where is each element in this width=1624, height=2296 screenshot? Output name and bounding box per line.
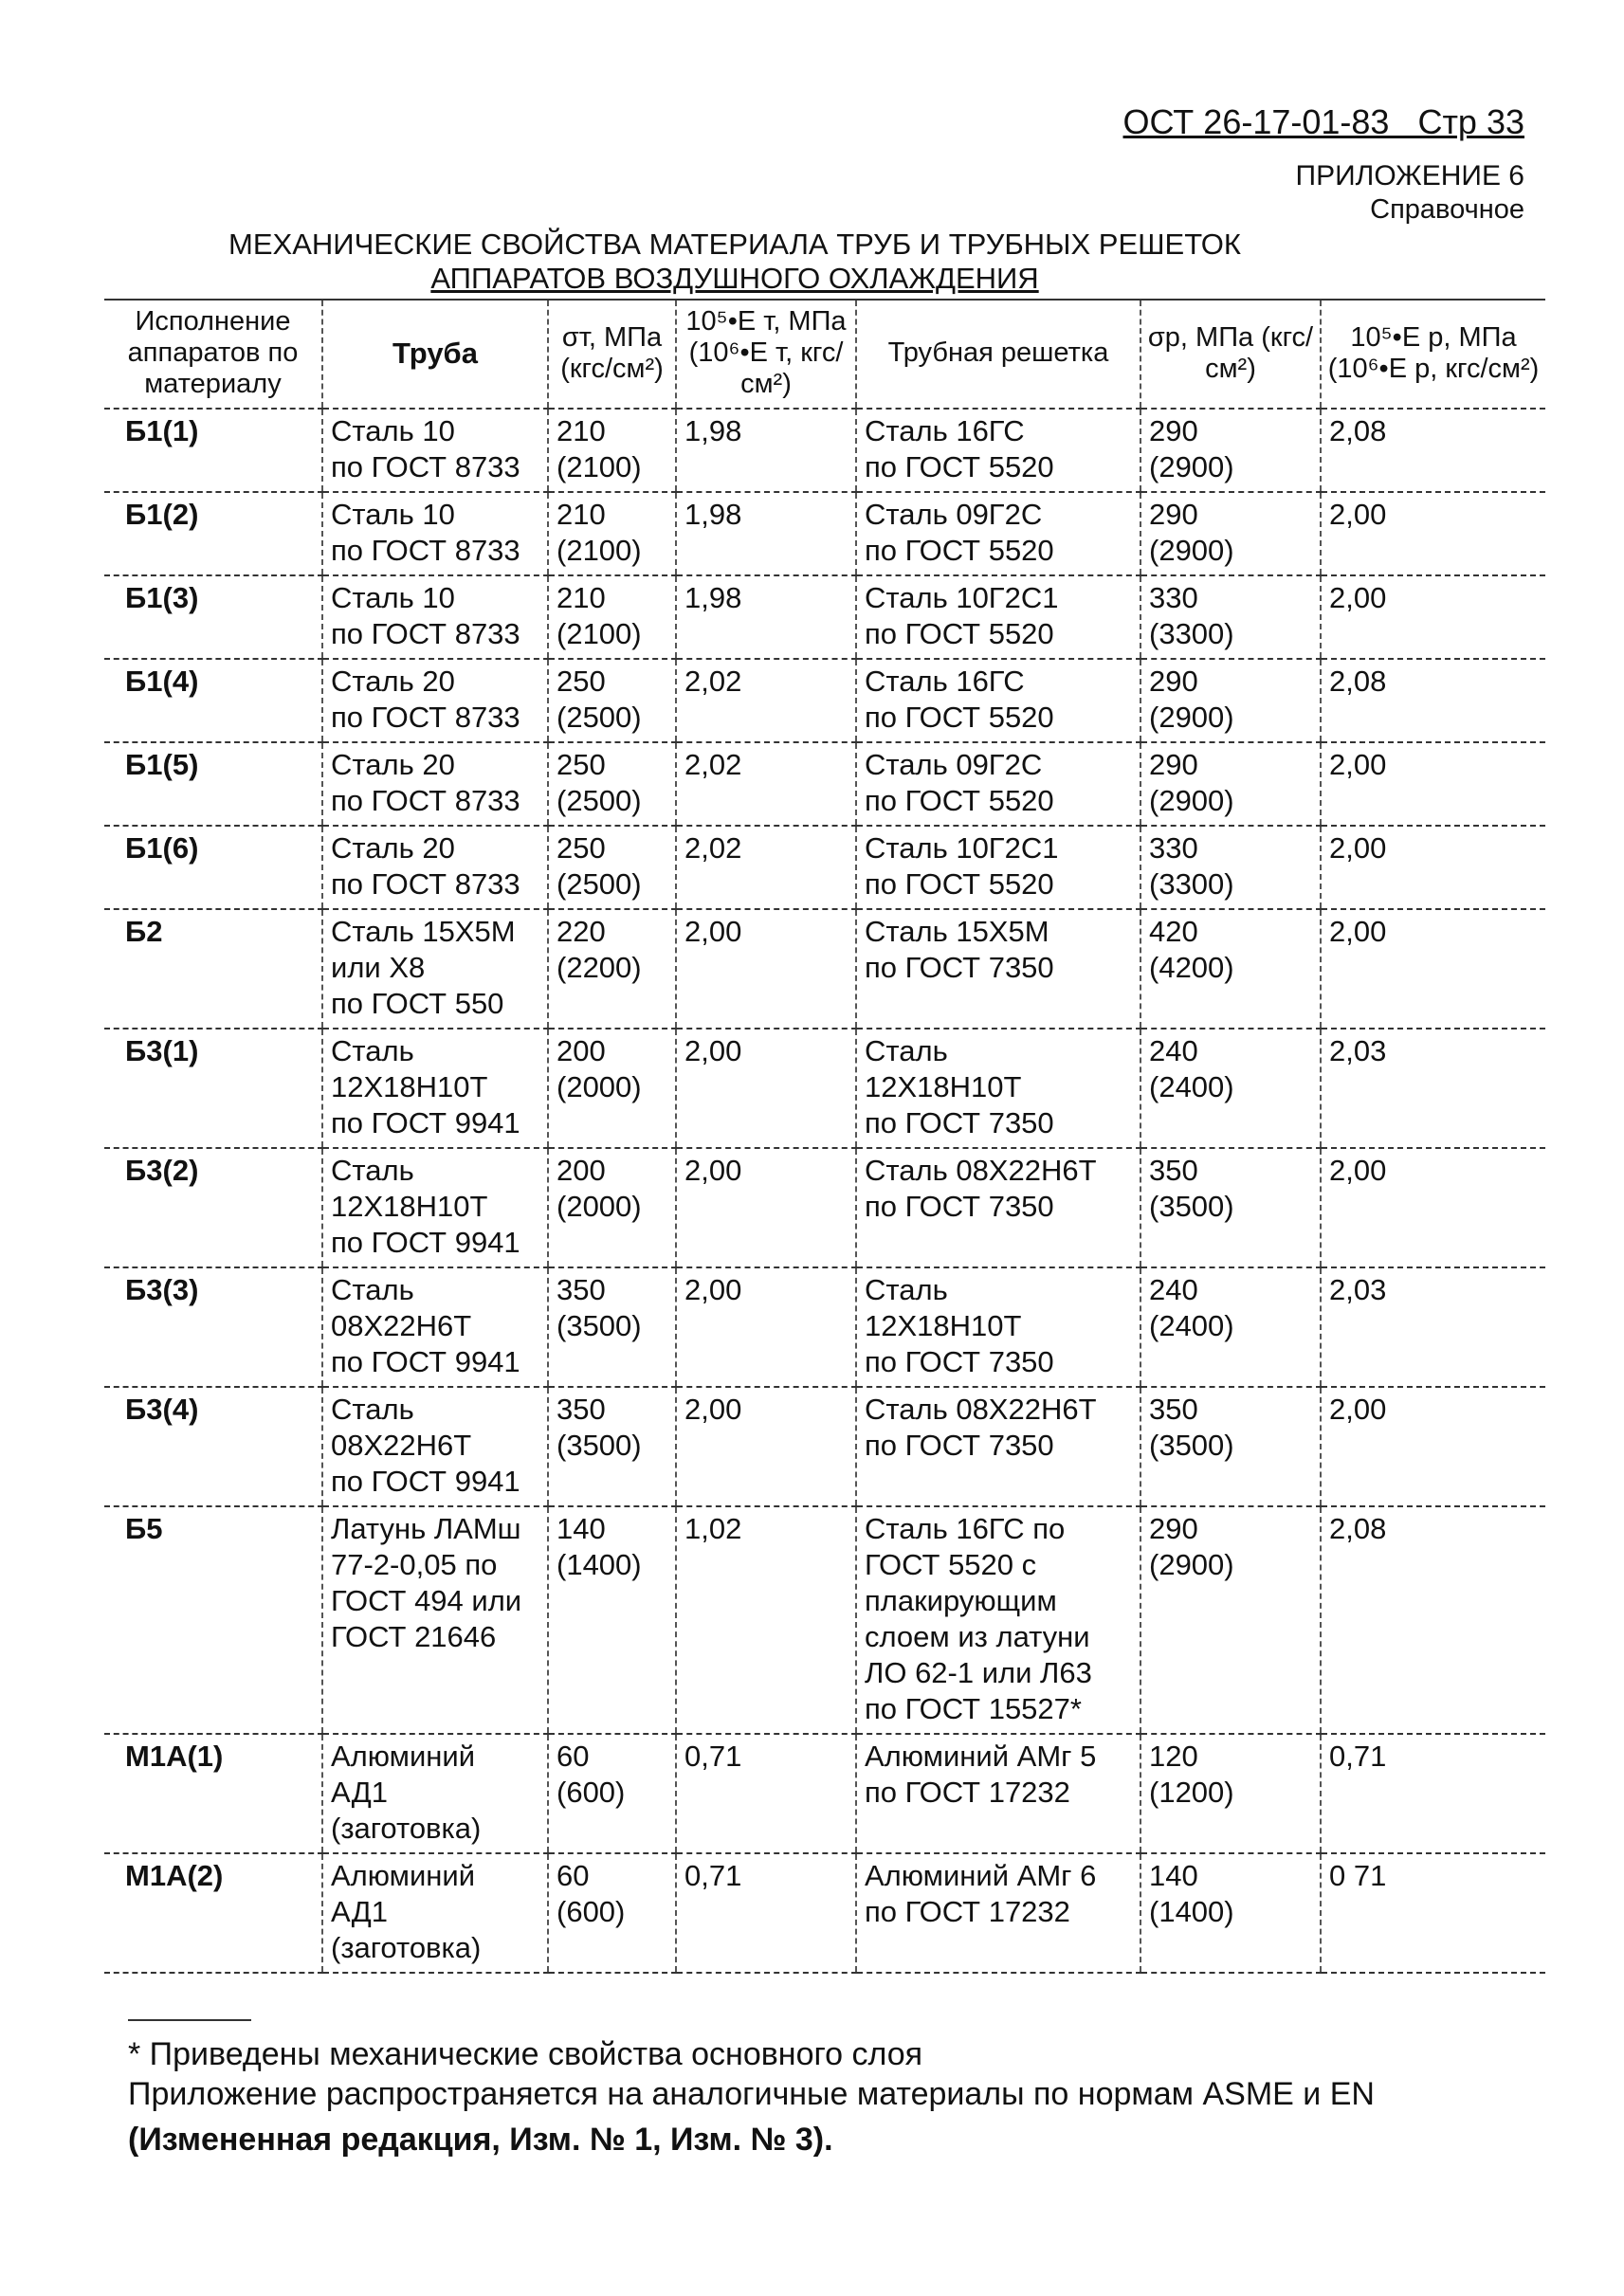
cell-sigma-t: 350 (3500) bbox=[548, 1267, 676, 1387]
properties-table bbox=[104, 299, 1545, 1974]
cell-sigma-p: 290 (2900) bbox=[1140, 492, 1321, 575]
cell-sigma-t: 250 (2500) bbox=[548, 659, 676, 742]
cell-tube-sheet: Сталь 09Г2С по ГОСТ 5520 bbox=[856, 492, 1140, 575]
cell-execution: Б1(5) bbox=[104, 742, 322, 826]
cell-modulus-p: 2,00 bbox=[1321, 1148, 1545, 1267]
cell-modulus-t: 0,71 bbox=[676, 1853, 856, 1973]
cell-sigma-p: 140 (1400) bbox=[1140, 1853, 1321, 1973]
table-row bbox=[104, 575, 1545, 659]
cell-sigma-t: 210 (2100) bbox=[548, 492, 676, 575]
cell-modulus-p: 2,08 bbox=[1321, 409, 1545, 492]
cell-pipe: Сталь 20 по ГОСТ 8733 bbox=[322, 742, 548, 826]
cell-modulus-t: 2,02 bbox=[676, 826, 856, 909]
cell-execution: Б3(1) bbox=[104, 1029, 322, 1148]
page-title bbox=[104, 228, 1365, 296]
cell-modulus-t: 2,00 bbox=[676, 909, 856, 1029]
footnotes bbox=[128, 2019, 1503, 2159]
cell-modulus-t: 2,02 bbox=[676, 659, 856, 742]
col-header-modulus-t: 10⁵•Е т, МПа (10⁶•Е т, кгс/см²) bbox=[676, 300, 856, 409]
table-header-row bbox=[104, 300, 1545, 409]
cell-modulus-p: 0,71 bbox=[1321, 1734, 1545, 1853]
cell-modulus-t: 1,98 bbox=[676, 575, 856, 659]
cell-modulus-t: 2,00 bbox=[676, 1267, 856, 1387]
cell-execution: Б2 bbox=[104, 909, 322, 1029]
cell-modulus-p: 2,00 bbox=[1321, 909, 1545, 1029]
cell-pipe: Сталь 20 по ГОСТ 8733 bbox=[322, 826, 548, 909]
cell-sigma-t: 210 (2100) bbox=[548, 575, 676, 659]
cell-pipe: Алюминий АД1 (заготовка) bbox=[322, 1853, 548, 1973]
cell-modulus-p: 2,00 bbox=[1321, 826, 1545, 909]
cell-modulus-p: 2,00 bbox=[1321, 742, 1545, 826]
appendix-label: ПРИЛОЖЕНИЕ 6 bbox=[1295, 160, 1524, 191]
cell-modulus-p: 2,08 bbox=[1321, 659, 1545, 742]
cell-execution: Б3(4) bbox=[104, 1387, 322, 1506]
cell-sigma-t: 210 (2100) bbox=[548, 409, 676, 492]
footnote-scope: Приложение распространяется на аналогичные материалы по нормам ASME и EN bbox=[128, 2076, 1375, 2112]
table-body bbox=[104, 409, 1545, 1973]
cell-pipe: Сталь 20 по ГОСТ 8733 bbox=[322, 659, 548, 742]
table-row bbox=[104, 1734, 1545, 1853]
cell-tube-sheet: Сталь 15Х5М по ГОСТ 7350 bbox=[856, 909, 1140, 1029]
footnote-edit: (Измененная редакция, Изм. № 1, Изм. № 3). bbox=[128, 2122, 833, 2158]
title-line-2: АППАРАТОВ ВОЗДУШНОГО ОХЛАЖДЕНИЯ bbox=[430, 262, 1039, 295]
cell-sigma-t: 140 (1400) bbox=[548, 1506, 676, 1734]
cell-tube-sheet: Сталь 12Х18Н10Т по ГОСТ 7350 bbox=[856, 1029, 1140, 1148]
cell-modulus-p: 2,03 bbox=[1321, 1267, 1545, 1387]
col-header-pipe: Труба bbox=[322, 300, 548, 409]
cell-tube-sheet: Сталь 08Х22Н6Т по ГОСТ 7350 bbox=[856, 1387, 1140, 1506]
cell-execution: М1А(2) bbox=[104, 1853, 322, 1973]
cell-modulus-t: 1,98 bbox=[676, 492, 856, 575]
cell-pipe: Сталь 10 по ГОСТ 8733 bbox=[322, 575, 548, 659]
cell-sigma-p: 290 (2900) bbox=[1140, 659, 1321, 742]
cell-pipe: Сталь 08Х22Н6Т по ГОСТ 9941 bbox=[322, 1387, 548, 1506]
table-row bbox=[104, 826, 1545, 909]
cell-pipe: Сталь 08Х22Н6Т по ГОСТ 9941 bbox=[322, 1267, 548, 1387]
cell-execution: Б1(2) bbox=[104, 492, 322, 575]
cell-tube-sheet: Сталь 10Г2С1 по ГОСТ 5520 bbox=[856, 826, 1140, 909]
cell-sigma-t: 60 (600) bbox=[548, 1853, 676, 1973]
properties-table-container bbox=[104, 299, 1545, 1974]
cell-pipe: Сталь 12Х18Н10Т по ГОСТ 9941 bbox=[322, 1148, 548, 1267]
cell-sigma-p: 350 (3500) bbox=[1140, 1148, 1321, 1267]
cell-modulus-t: 2,00 bbox=[676, 1148, 856, 1267]
cell-sigma-t: 350 (3500) bbox=[548, 1387, 676, 1506]
cell-tube-sheet: Сталь 08Х22Н6Т по ГОСТ 7350 bbox=[856, 1148, 1140, 1267]
cell-sigma-t: 250 (2500) bbox=[548, 742, 676, 826]
col-header-sigma-t: σт, МПа (кгс/см²) bbox=[548, 300, 676, 409]
cell-modulus-p: 0 71 bbox=[1321, 1853, 1545, 1973]
col-header-tube-sheet: Трубная решетка bbox=[856, 300, 1140, 409]
cell-execution: Б1(1) bbox=[104, 409, 322, 492]
cell-sigma-t: 200 (2000) bbox=[548, 1029, 676, 1148]
cell-pipe: Алюминий АД1 (заготовка) bbox=[322, 1734, 548, 1853]
cell-modulus-p: 2,08 bbox=[1321, 1506, 1545, 1734]
table-row bbox=[104, 1506, 1545, 1734]
cell-pipe: Сталь 10 по ГОСТ 8733 bbox=[322, 409, 548, 492]
cell-modulus-t: 1,02 bbox=[676, 1506, 856, 1734]
cell-execution: Б1(6) bbox=[104, 826, 322, 909]
cell-sigma-p: 420 (4200) bbox=[1140, 909, 1321, 1029]
table-row bbox=[104, 659, 1545, 742]
reference-label: Справочное bbox=[1370, 194, 1524, 225]
cell-pipe: Латунь ЛАМш 77-2-0,05 по ГОСТ 494 или ГОСТ 21646 bbox=[322, 1506, 548, 1734]
cell-sigma-p: 290 (2900) bbox=[1140, 1506, 1321, 1734]
cell-sigma-t: 60 (600) bbox=[548, 1734, 676, 1853]
footnote-star: * Приведены механические свойства основного слоя bbox=[128, 2036, 923, 2072]
cell-tube-sheet: Сталь 12Х18Н10Т по ГОСТ 7350 bbox=[856, 1267, 1140, 1387]
cell-execution: Б3(3) bbox=[104, 1267, 322, 1387]
cell-execution: М1А(1) bbox=[104, 1734, 322, 1853]
col-header-execution: Исполнение аппаратов по материалу bbox=[104, 300, 322, 409]
cell-modulus-p: 2,00 bbox=[1321, 575, 1545, 659]
table-row bbox=[104, 492, 1545, 575]
cell-tube-sheet: Алюминий АМг 6 по ГОСТ 17232 bbox=[856, 1853, 1140, 1973]
cell-sigma-p: 350 (3500) bbox=[1140, 1387, 1321, 1506]
table-row bbox=[104, 909, 1545, 1029]
table-row bbox=[104, 1029, 1545, 1148]
table-row bbox=[104, 409, 1545, 492]
cell-sigma-p: 290 (2900) bbox=[1140, 409, 1321, 492]
cell-sigma-p: 290 (2900) bbox=[1140, 742, 1321, 826]
cell-modulus-t: 2,00 bbox=[676, 1029, 856, 1148]
cell-execution: Б1(3) bbox=[104, 575, 322, 659]
cell-modulus-t: 2,00 bbox=[676, 1387, 856, 1506]
cell-pipe: Сталь 10 по ГОСТ 8733 bbox=[322, 492, 548, 575]
cell-pipe: Сталь 15Х5М или Х8 по ГОСТ 550 bbox=[322, 909, 548, 1029]
cell-sigma-t: 250 (2500) bbox=[548, 826, 676, 909]
cell-tube-sheet: Сталь 16ГС по ГОСТ 5520 с плакирующим слоем из латуни ЛО 62-1 или Л63 по ГОСТ 15527* bbox=[856, 1506, 1140, 1734]
cell-execution: Б5 bbox=[104, 1506, 322, 1734]
table-row bbox=[104, 1387, 1545, 1506]
footnote-separator bbox=[128, 2019, 251, 2021]
cell-sigma-p: 240 (2400) bbox=[1140, 1267, 1321, 1387]
col-header-sigma-p: σр, МПа (кгс/см²) bbox=[1140, 300, 1321, 409]
table-row bbox=[104, 1853, 1545, 1973]
cell-sigma-p: 120 (1200) bbox=[1140, 1734, 1321, 1853]
cell-tube-sheet: Сталь 16ГС по ГОСТ 5520 bbox=[856, 659, 1140, 742]
cell-execution: Б3(2) bbox=[104, 1148, 322, 1267]
cell-sigma-p: 330 (3300) bbox=[1140, 826, 1321, 909]
cell-modulus-t: 2,02 bbox=[676, 742, 856, 826]
cell-modulus-t: 0,71 bbox=[676, 1734, 856, 1853]
cell-execution: Б1(4) bbox=[104, 659, 322, 742]
cell-sigma-t: 220 (2200) bbox=[548, 909, 676, 1029]
cell-tube-sheet: Сталь 10Г2С1 по ГОСТ 5520 bbox=[856, 575, 1140, 659]
cell-sigma-p: 240 (2400) bbox=[1140, 1029, 1321, 1148]
table-row bbox=[104, 1267, 1545, 1387]
page-header bbox=[1123, 102, 1525, 226]
cell-modulus-p: 2,03 bbox=[1321, 1029, 1545, 1148]
cell-sigma-p: 330 (3300) bbox=[1140, 575, 1321, 659]
cell-sigma-t: 200 (2000) bbox=[548, 1148, 676, 1267]
table-row bbox=[104, 742, 1545, 826]
table-row bbox=[104, 1148, 1545, 1267]
title-line-1: МЕХАНИЧЕСКИЕ СВОЙСТВА МАТЕРИАЛА ТРУБ И ТРУБНЫХ РЕШЕТОК bbox=[228, 228, 1241, 261]
cell-tube-sheet: Сталь 09Г2С по ГОСТ 5520 bbox=[856, 742, 1140, 826]
col-header-modulus-p: 10⁵•Е р, МПа (10⁶•Е р, кгс/см²) bbox=[1321, 300, 1545, 409]
cell-modulus-t: 1,98 bbox=[676, 409, 856, 492]
cell-modulus-p: 2,00 bbox=[1321, 1387, 1545, 1506]
cell-tube-sheet: Алюминий АМг 5 по ГОСТ 17232 bbox=[856, 1734, 1140, 1853]
cell-tube-sheet: Сталь 16ГС по ГОСТ 5520 bbox=[856, 409, 1140, 492]
document-id: ОСТ 26-17-01-83 Стр 33 bbox=[1122, 102, 1524, 141]
cell-modulus-p: 2,00 bbox=[1321, 492, 1545, 575]
cell-pipe: Сталь 12Х18Н10Т по ГОСТ 9941 bbox=[322, 1029, 548, 1148]
